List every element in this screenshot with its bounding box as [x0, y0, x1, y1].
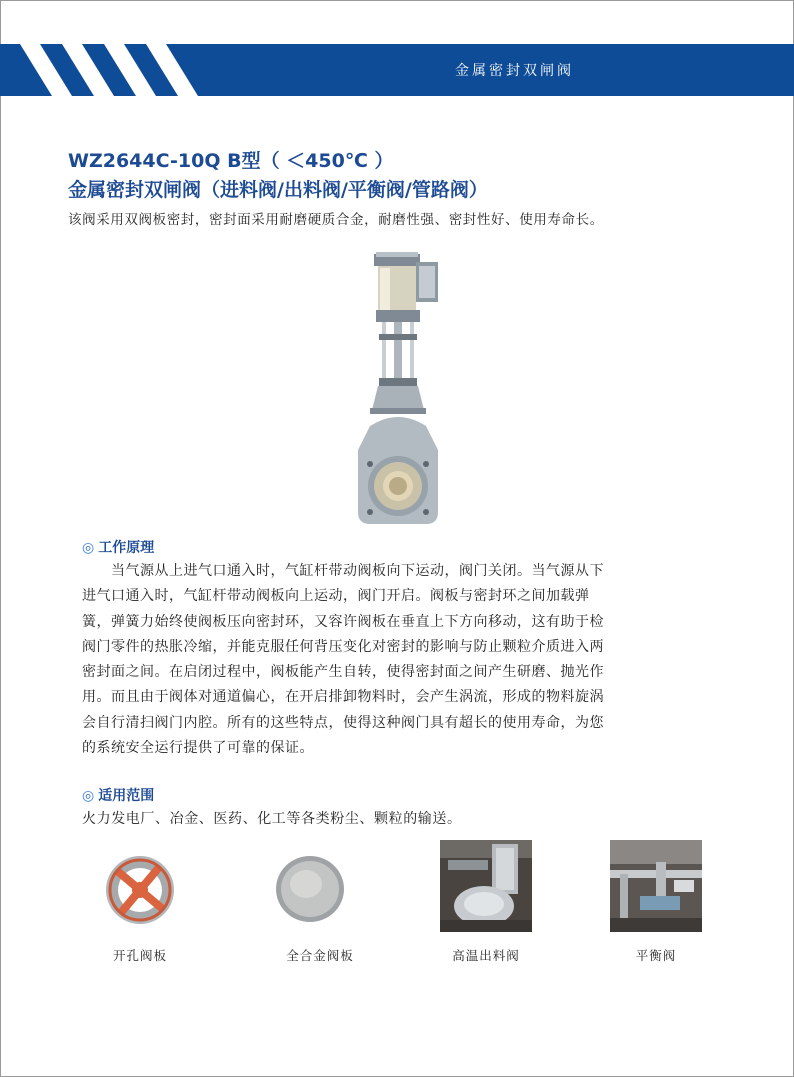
application-heading-label: 适用范围: [98, 788, 155, 804]
principle-line: 会自行清扫阀门内腔。所有的这些特点，使得这种阀门具有超长的使用寿命，为您: [82, 714, 604, 731]
principle-line: 当气源从上进气口通入时，气缸杆带动阀板向下运动，阀门关闭。当气源从下: [82, 563, 604, 579]
application-text: 火力发电厂、冶金、医药、化工等各类粉尘、颗粒的输送。: [82, 811, 462, 827]
banner-stripes: [0, 44, 240, 96]
balance-valve-photo: [610, 840, 702, 932]
double-gate-valve-photo: [352, 250, 444, 528]
principle-line: 阀门零件的热胀冷缩，并能克服任何背压变化对密封的影响与防止颗粒介质进入两: [82, 638, 604, 655]
gallery-caption: 平衡阀: [635, 948, 677, 963]
gallery-caption: 开孔阀板: [112, 948, 167, 963]
gallery-caption: 全合金阀板: [286, 948, 354, 963]
bullet-icon: ◎: [82, 788, 95, 804]
principle-heading-label: 工作原理: [98, 540, 155, 556]
product-intro: 该阀采用双阀板密封，密封面采用耐磨硬质合金，耐磨性强、密封性好、使用寿命长。: [68, 212, 604, 228]
principle-line: 进气口通入时，气缸杆带动阀板向上运动，阀门开启。阀板与密封环之间加载弹: [82, 588, 590, 605]
gallery-caption: 高温出料阀: [452, 948, 520, 963]
high-temp-discharge-valve-photo: [440, 840, 532, 932]
banner-title: 金属密封双闸阀: [455, 63, 574, 79]
application-heading: [82, 785, 154, 805]
bullet-icon: ◎: [82, 540, 95, 556]
alloy-valve-plate-photo: [274, 854, 346, 924]
principle-line: 的系统安全运行提供了可靠的保证。: [82, 740, 314, 757]
perforated-valve-plate-photo: [104, 854, 176, 926]
principle-line: 簧，弹簧力始终使阀板压向密封环，又容许阀板在垂直上下方向移动，这有助于检: [82, 613, 604, 630]
principle-line: 用。而且由于阀体对通道偏心，在开启排卸物料时，会产生涡流，形成的物料旋涡: [82, 689, 604, 706]
principle-line: 密封面之间。在启闭过程中，阀板能产生自转，使得密封面之间产生研磨、抛光作: [82, 664, 604, 681]
product-model-title: WZ2644C-10Q B型（ ＜450℃ ）: [68, 150, 394, 172]
principle-heading: [82, 537, 154, 557]
header-banner: [0, 44, 794, 96]
principle-paragraph: [82, 559, 722, 761]
product-name-title: 金属密封双闸阀（进料阀/出料阀/平衡阀/管路阀）: [68, 179, 488, 201]
